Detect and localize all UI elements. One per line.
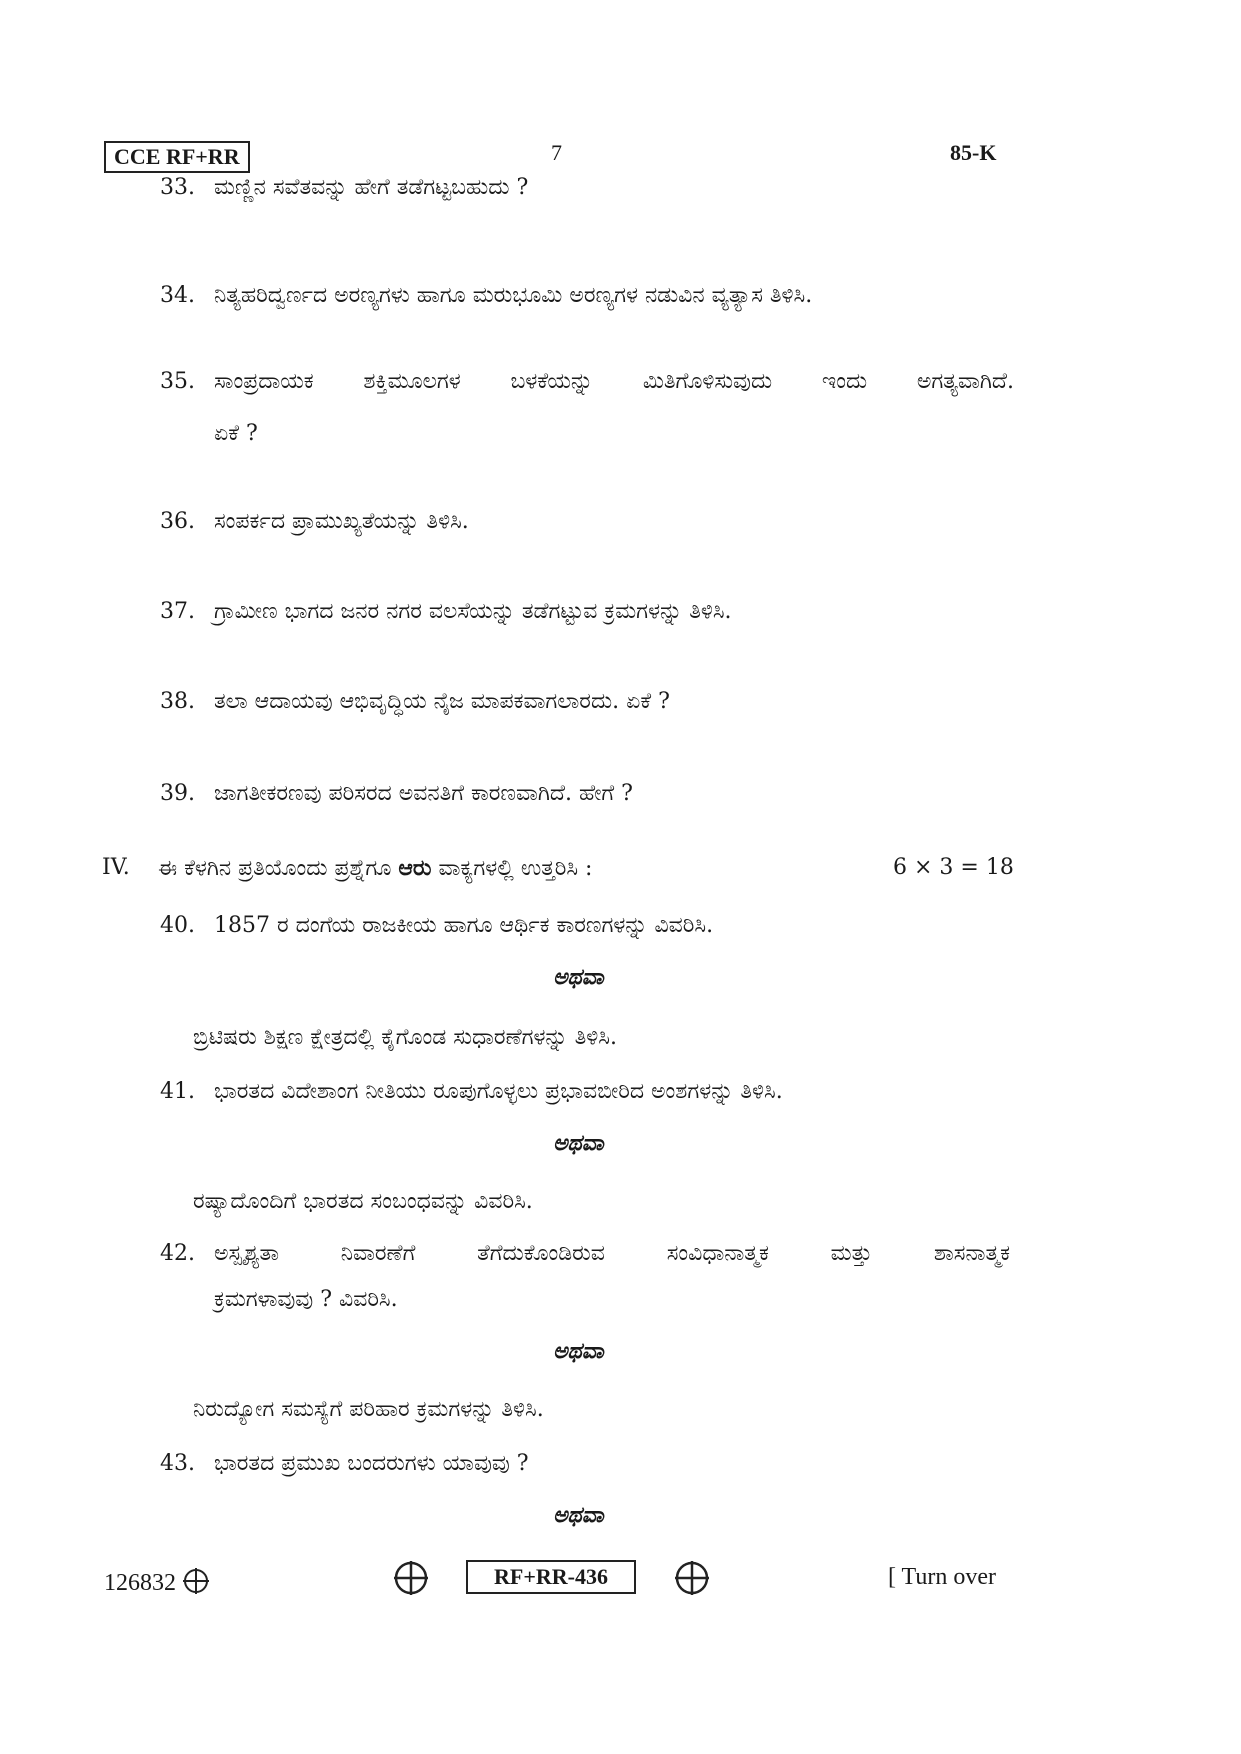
instruction-emphasis: ಆರು: [398, 855, 432, 881]
alternative-text: ಬ್ರಿಟಿಷರು ಶಿಕ್ಷಣ ಕ್ಷೇತ್ರದಲ್ಲಿ ಕೈಗೊಂಡ ಸುಧಾರಣೆಗಳನ್ನು ತಿಳಿಸಿ.: [193, 1025, 617, 1050]
alternative-label: ಅಥವಾ: [553, 1338, 604, 1364]
question-number: 39.: [160, 781, 195, 806]
question-number: 35.: [160, 369, 195, 394]
section-instruction: [158, 842, 592, 895]
alternative-text: ರಷ್ಯಾದೊಂದಿಗೆ ಭಾರತದ ಸಂಬಂಧವನ್ನು ವಿವರಿಸಿ.: [193, 1189, 533, 1214]
serial-number: [104, 1567, 210, 1597]
question-text: ಭಾರತದ ಪ್ರಮುಖ ಬಂದರುಗಳು ಯಾವುವು ?: [214, 1451, 529, 1476]
question-text: ಸಂಪರ್ಕದ ಪ್ರಾಮುಖ್ಯತೆಯನ್ನು ತಿಳಿಸಿ.: [214, 509, 469, 534]
question-text: ನಿತ್ಯಹರಿದ್ವರ್ಣದ ಅರಣ್ಯಗಳು ಹಾಗೂ ಮರುಭೂಮಿ ಅರಣ್ಯಗಳ ನಡುವಿನ ವ್ಯತ್ಯಾಸ ತಿಳಿಸಿ.: [214, 283, 813, 308]
question-number: 34.: [160, 283, 195, 308]
question-number: 38.: [160, 689, 195, 714]
serial-text: 126832: [104, 1570, 176, 1596]
paper-code: 85-K: [950, 140, 997, 165]
alternative-label: ಅಥವಾ: [553, 1502, 604, 1528]
question-number: 42.: [160, 1241, 195, 1266]
question-text: ಗ್ರಾಮೀಣ ಭಾಗದ ಜನರ ನಗರ ವಲಸೆಯನ್ನು ತಡೆಗಟ್ಟುವ ಕ್ರಮಗಳನ್ನು ತಿಳಿಸಿ.: [214, 599, 732, 624]
question-number: 33.: [160, 175, 195, 200]
question-number: 37.: [160, 599, 195, 624]
section-marks: 6 × 3 = 18: [893, 855, 1014, 880]
question-number: 43.: [160, 1451, 195, 1476]
question-text: ಭಾರತದ ವಿದೇಶಾಂಗ ನೀತಿಯು ರೂಪುಗೊಳ್ಳಲು ಪ್ರಭಾವಬೀರಿದ ಅಂಶಗಳನ್ನು ತಿಳಿಸಿ.: [214, 1079, 783, 1104]
crosshair-icon: [393, 1560, 429, 1596]
section-number: IV.: [102, 855, 130, 880]
series-label: CCE RF+RR: [104, 141, 250, 173]
crosshair-icon: [674, 1560, 710, 1596]
question-text-continued: ಕ್ರಮಗಳಾವುವು ? ವಿವರಿಸಿ.: [214, 1287, 398, 1312]
question-number: 36.: [160, 509, 195, 534]
question-number: 41.: [160, 1079, 195, 1104]
turn-over-note: [ Turn over: [888, 1564, 997, 1590]
question-text-continued: ಏಕೆ ?: [214, 421, 258, 446]
instruction-part: ಈ ಕೆಳಗಿನ ಪ್ರತಿಯೊಂದು ಪ್ರಶ್ನೆಗೂ: [158, 856, 392, 881]
question-text: 1857 ರ ದಂಗೆಯ ರಾಜಕೀಯ ಹಾಗೂ ಆರ್ಥಿಕ ಕಾರಣಗಳನ್ನು ವಿವರಿಸಿ.: [214, 913, 714, 938]
crosshair-icon: [182, 1567, 210, 1595]
question-text: ಮಣ್ಣಿನ ಸವೆತವನ್ನು ಹೇಗೆ ತಡೆಗಟ್ಟಬಹುದು ?: [214, 175, 529, 200]
question-text: ಅಸ್ಪೃಶ್ಯತಾ ನಿವಾರಣೆಗೆ ತೆಗೆದುಕೊಂಡಿರುವ ಸಂವಿಧಾನಾತ್ಮಕ ಮತ್ತು ಶಾಸನಾತ್ಮಕ: [214, 1241, 1010, 1266]
question-text: ತಲಾ ಆದಾಯವು ಆಭಿವೃದ್ಧಿಯ ನೈಜ ಮಾಪಕವಾಗಲಾರದು. ಏಕೆ ?: [214, 689, 670, 714]
alternative-label: ಅಥವಾ: [553, 1130, 604, 1156]
alternative-text: ನಿರುದ್ಯೋಗ ಸಮಸ್ಯೆಗೆ ಪರಿಹಾರ ಕ್ರಮಗಳನ್ನು ತಿಳಿಸಿ.: [193, 1397, 544, 1422]
question-text: ಜಾಗತೀಕರಣವು ಪರಿಸರದ ಅವನತಿಗೆ ಕಾರಣವಾಗಿದೆ. ಹೇಗೆ ?: [214, 781, 633, 806]
page-number: 7: [551, 140, 562, 165]
instruction-part: ವಾಕ್ಯಗಳಲ್ಲಿ ಉತ್ತರಿಸಿ :: [438, 856, 593, 881]
booklet-code: RF+RR-436: [466, 1560, 636, 1594]
question-number: 40.: [160, 913, 195, 938]
question-text: ಸಾಂಪ್ರದಾಯಕ ಶಕ್ತಿಮೂಲಗಳ ಬಳಕೆಯನ್ನು ಮಿತಿಗೊಳಿಸುವುದು ಇಂದು ಅಗತ್ಯವಾಗಿದೆ.: [214, 369, 1014, 394]
alternative-label: ಅಥವಾ: [553, 964, 604, 990]
